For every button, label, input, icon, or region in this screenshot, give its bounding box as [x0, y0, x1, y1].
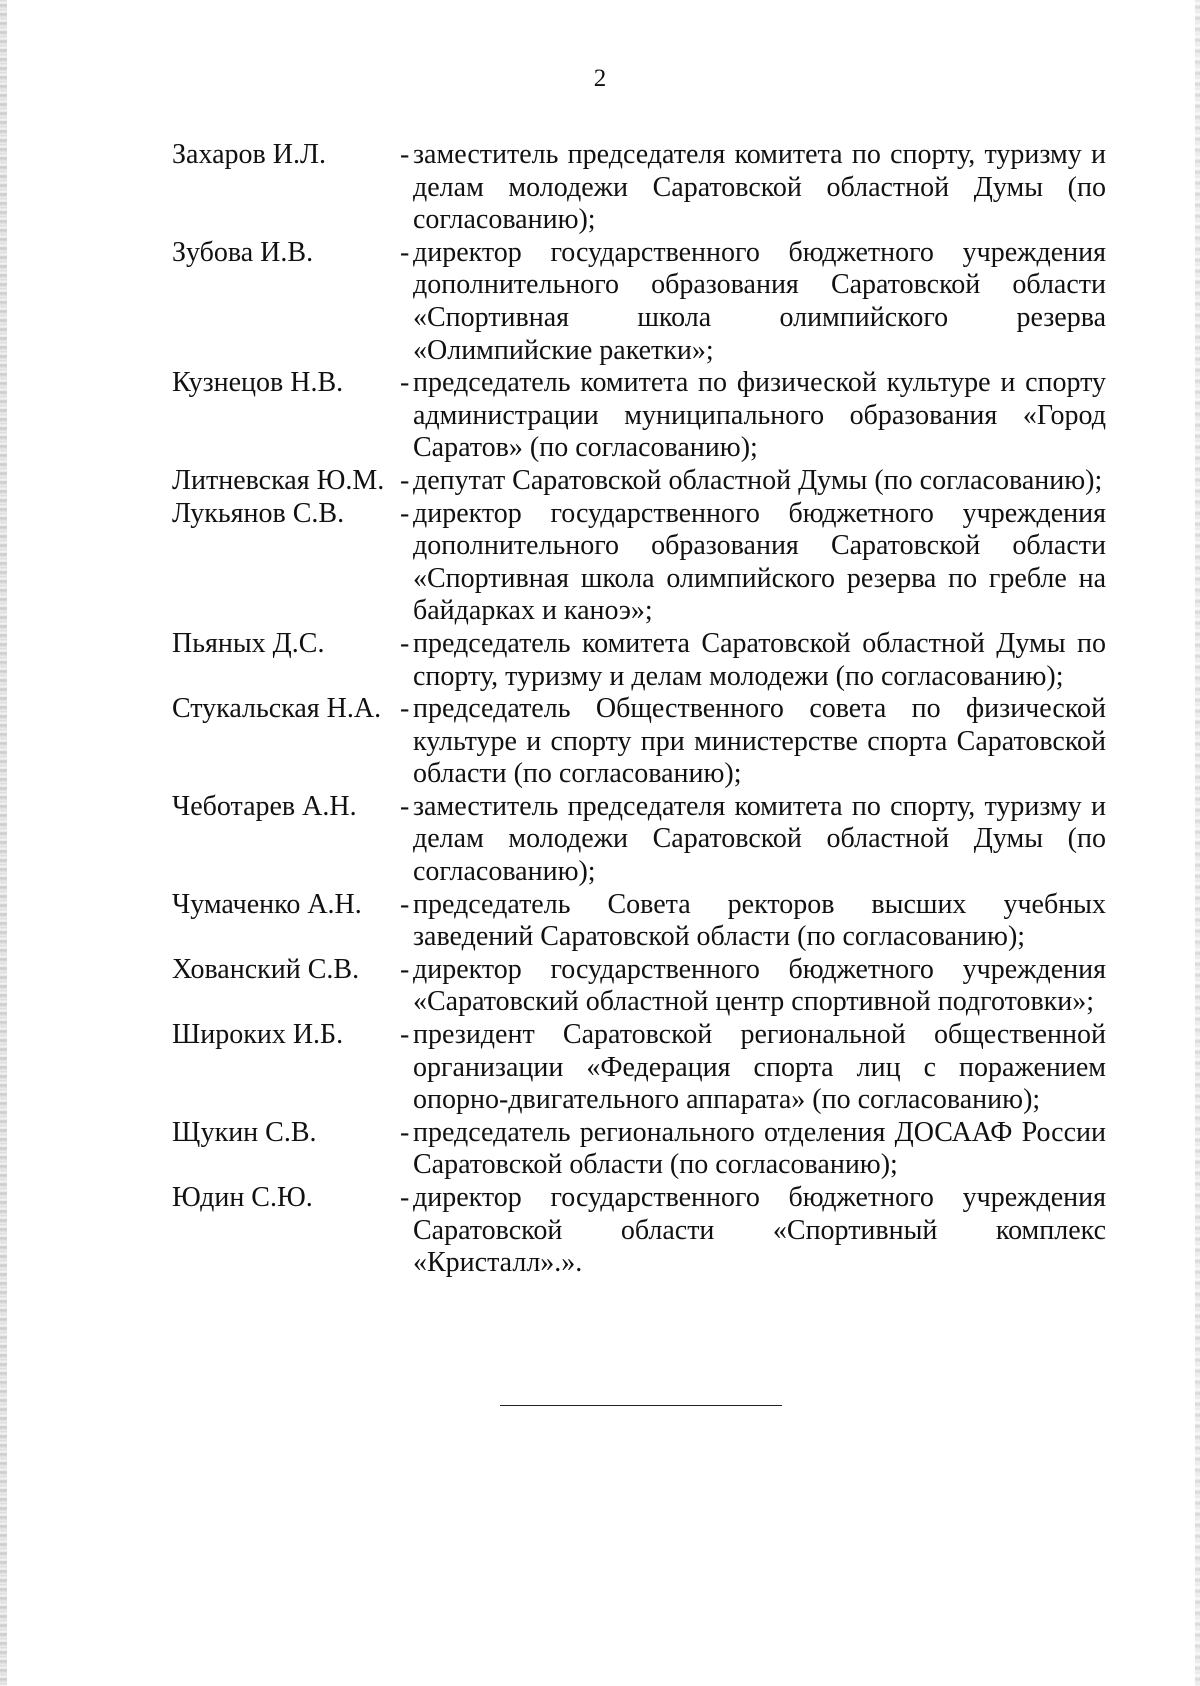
member-name: Лукьянов С.В. — [172, 497, 345, 529]
member-role: председатель регионального отделения ДОСААФ России Саратовской области (по согласованию); — [413, 1116, 1106, 1181]
member-name: Пьяных Д.С. — [172, 627, 325, 659]
member-dash: - — [400, 1182, 410, 1213]
member-row — [172, 1182, 1106, 1280]
member-dash: - — [400, 236, 410, 268]
member-row — [172, 465, 1106, 498]
member-role: председатель Общественного совета по физической культуре и спорту при министерстве спорта Саратовской области (по согласованию); — [413, 693, 1106, 790]
member-role: директор государственного бюджетного учреждения дополнительного образования Саратовской области «Спортивная школа олимпийского резерва «Олимпийские ракетки»; — [413, 236, 1106, 366]
member-row — [172, 954, 1106, 1019]
member-dash: - — [400, 497, 410, 529]
member-name: Зубова И.В. — [172, 236, 314, 268]
member-role: директор государственного бюджетного учреждения «Саратовский областной центр спортивной подготовки»; — [413, 953, 1106, 1018]
member-row — [172, 1117, 1106, 1182]
member-row — [172, 889, 1106, 954]
member-dash: - — [400, 888, 410, 920]
member-name: Чеботарев А.Н. — [172, 790, 357, 822]
closing-divider — [500, 1405, 782, 1406]
scan-edge-right — [1195, 0, 1200, 1686]
member-name: Чумаченко А.Н. — [172, 888, 362, 920]
member-dash: - — [400, 139, 410, 170]
member-name: Щукин С.В. — [172, 1116, 317, 1148]
scan-edge-left — [0, 0, 7, 1686]
member-name: Стукальская Н.А. — [172, 693, 382, 725]
member-name: Кузнецов Н.В. — [172, 367, 344, 399]
member-row — [172, 139, 1106, 237]
member-name: Захаров И.Л. — [172, 139, 326, 170]
member-dash: - — [400, 627, 410, 659]
member-role: председатель комитета по физической культуре и спорту администрации муниципального образования «Город Саратов» (по согласованию); — [413, 367, 1106, 464]
member-name: Хованский С.В. — [172, 953, 360, 985]
member-name: Юдин С.Ю. — [172, 1182, 313, 1213]
member-row — [172, 498, 1106, 628]
member-role: заместитель председателя комитета по спорту, туризму и делам молодежи Саратовской областной Думы (по согласованию); — [413, 139, 1106, 236]
member-dash: - — [400, 693, 410, 725]
member-row — [172, 693, 1106, 791]
member-row — [172, 237, 1106, 367]
member-role: председатель комитета Саратовской областной Думы по спорту, туризму и делам молодежи (по согласованию); — [413, 627, 1106, 692]
member-name: Литневская Ю.М. — [172, 464, 385, 496]
member-role: директор государственного бюджетного учреждения Саратовской области «Спортивный комплекс «Кристалл».». — [413, 1182, 1106, 1279]
member-role: заместитель председателя комитета по спорту, туризму и делам молодежи Саратовской областной Думы (по согласованию); — [413, 790, 1106, 888]
member-dash: - — [400, 1116, 410, 1148]
member-row — [172, 628, 1106, 693]
member-dash: - — [400, 1019, 410, 1051]
member-dash: - — [400, 464, 410, 496]
member-name: Широких И.Б. — [172, 1019, 344, 1051]
member-role: директор государственного бюджетного учреждения дополнительного образования Саратовской области «Спортивная школа олимпийского резерва по гребле на байдарках и каноэ»; — [413, 497, 1106, 627]
member-dash: - — [400, 367, 410, 399]
members-list — [172, 139, 1106, 1280]
member-dash: - — [400, 953, 410, 985]
member-row — [172, 791, 1106, 889]
member-role: председатель Совета ректоров высших учебных заведений Саратовской области (по согласованию); — [413, 888, 1106, 953]
member-role: депутат Саратовской областной Думы (по согласованию); — [413, 464, 1103, 496]
member-row — [172, 1019, 1106, 1117]
member-role: президент Саратовской региональной общественной организации «Федерация спорта лиц с поражением опорно-двигательного аппарата» (по согласованию); — [413, 1019, 1106, 1116]
member-row — [172, 367, 1106, 465]
page-number: 2 — [593, 65, 607, 92]
member-dash: - — [400, 790, 410, 822]
